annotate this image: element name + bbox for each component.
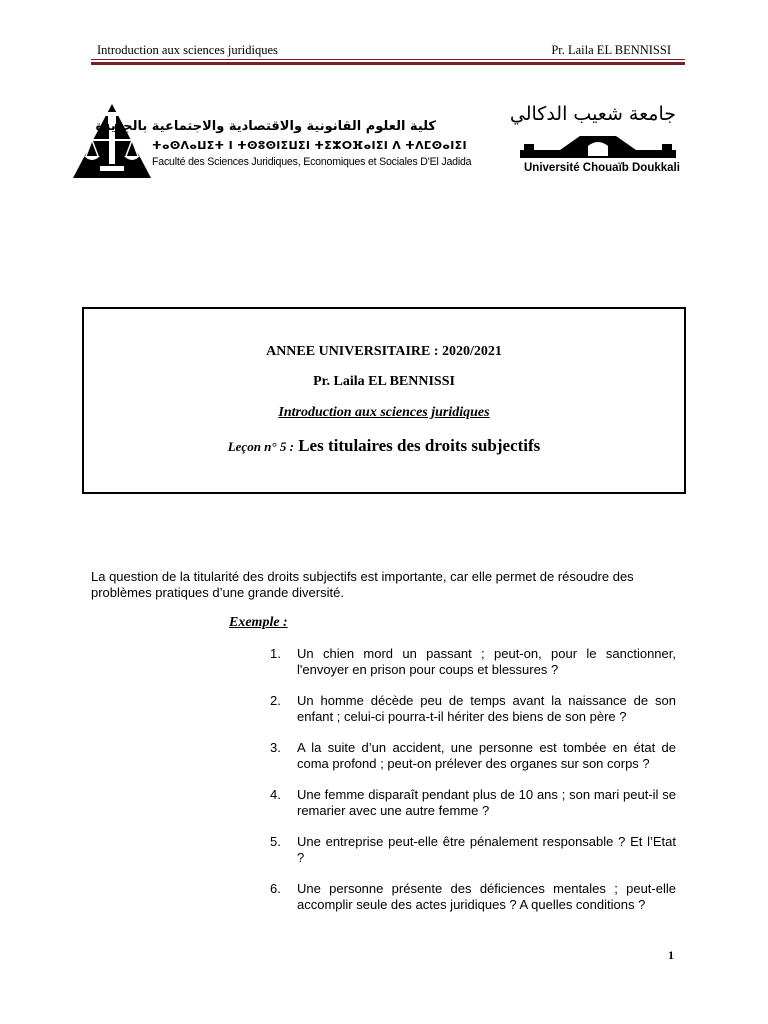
list-item (270, 881, 676, 913)
example-label: Exemple : (229, 615, 288, 630)
list-item-text: Un chien mord un passant ; peut-on, pour le sanctionner, l'envoyer en prison pour coups et blessures ? (297, 646, 676, 677)
list-item-text: Une femme disparaît pendant plus de 10 ans ; son mari peut-il se remarier avec une autre femme ? (297, 787, 676, 818)
faculty-name-tifinagh: ⵜⴰⵙⴷⴰⵡⵉⵜ ⵏ ⵜⵙⵓⵙⵏⵉⵡⵉⵏ ⵜⵉⵣⵔⴼⴰⵏⵉⵏ ⴷ ⵜⴷⵎⵙⴰⵏⵉⵏ (152, 139, 467, 152)
list-item-text: Une personne présente des déficiences mentales ; peut-elle accomplir seule des actes juridiques ? A quelles conditions ? (297, 881, 676, 912)
faculty-name-french: Faculté des Sciences Juridiques, Economiques et Sociales D'El Jadida (152, 156, 472, 168)
list-item (270, 693, 676, 725)
question-list (270, 646, 676, 928)
running-header-author: Pr. Laila EL BENNISSI (551, 43, 671, 57)
university-name-french: Université Chouaïb Doukkali (524, 162, 680, 174)
faculty-scales-logo-icon (72, 100, 152, 180)
title-box (82, 307, 686, 494)
lesson-heading (84, 436, 684, 456)
lesson-title: Les titulaires des droits subjectifs (298, 436, 541, 455)
list-item-text: Un homme décède peu de temps avant la naissance de son enfant ; celui-ci pourra-t-il hériter des biens de son père ? (297, 693, 676, 724)
header-rule-thick (91, 62, 685, 65)
faculty-name-arabic: كلية العلوم القانونية والاقتصادية والاجتماعية بالجديدة (95, 119, 436, 134)
list-item-number: 1. (270, 646, 281, 661)
list-item-number: 5. (270, 834, 281, 849)
university-gate-logo-icon (520, 130, 676, 160)
list-item (270, 787, 676, 819)
list-item (270, 834, 676, 866)
list-item-number: 2. (270, 693, 281, 708)
list-item-text: Une entreprise peut-elle être pénalement responsable ? Et l’Etat ? (297, 834, 676, 865)
professor-name: Pr. Laila EL BENNISSI (313, 374, 455, 389)
page-number: 1 (668, 948, 674, 962)
intro-paragraph: La question de la titularité des droits subjectifs est importante, car elle permet de résoudre des problèmes pratiques d’une grande diversité. (91, 569, 634, 600)
list-item-number: 6. (270, 881, 281, 896)
header-rule-thin (91, 59, 685, 60)
lesson-number: Leçon n° 5 : (227, 439, 294, 454)
list-item-text: A la suite d’un accident, une personne est tombée en état de coma profond ; peut-on prélever des organes sur son corps ? (297, 740, 676, 771)
list-item (270, 646, 676, 678)
academic-year: ANNEE UNIVERSITAIRE : 2020/2021 (266, 344, 502, 359)
running-header-title: Introduction aux sciences juridiques (97, 43, 278, 57)
course-title: Introduction aux sciences juridiques (278, 405, 490, 420)
list-item-number: 4. (270, 787, 281, 802)
list-item-number: 3. (270, 740, 281, 755)
list-item (270, 740, 676, 772)
university-name-arabic: جامعة شعيب الدكالي (509, 103, 676, 125)
